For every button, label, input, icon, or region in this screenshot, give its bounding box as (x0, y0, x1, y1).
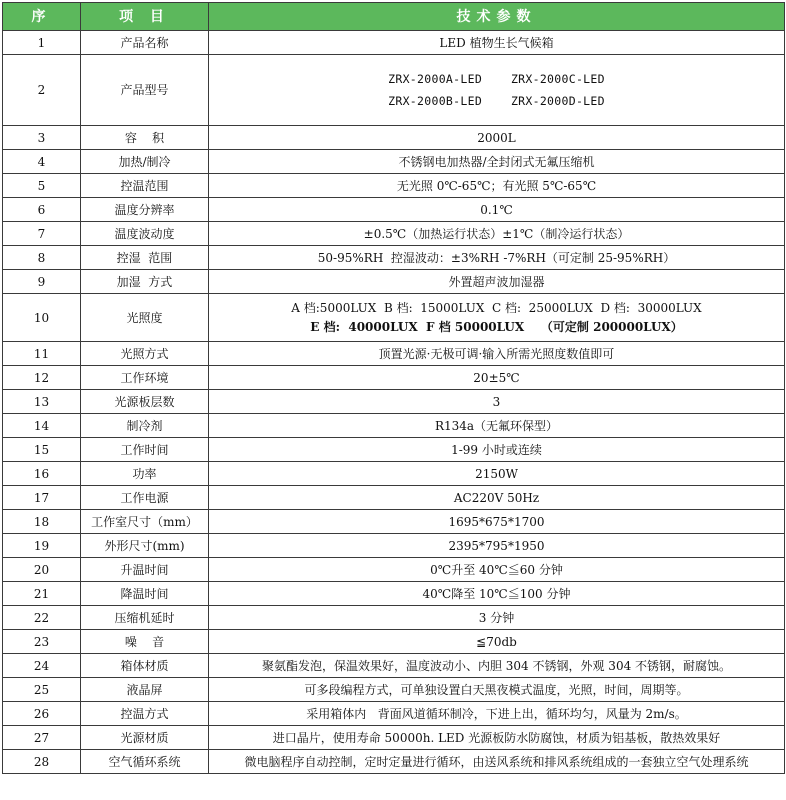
row-spec-value: 2150W (209, 462, 785, 486)
table-row (3, 342, 785, 366)
row-number: 5 (3, 174, 81, 198)
row-spec-value: 可多段编程方式，可单独设置白天黑夜模式温度，光照，时间，周期等。 (209, 678, 785, 702)
row-number: 19 (3, 534, 81, 558)
row-spec-value: 1-99 小时或连续 (209, 438, 785, 462)
row-item-label: 光照度 (81, 294, 209, 342)
table-row (3, 606, 785, 630)
table-row (3, 750, 785, 774)
row-spec-value: 0℃升至 40℃≦60 分钟 (209, 558, 785, 582)
row-spec-value: 2000L (209, 126, 785, 150)
row-item-label: 温度波动度 (81, 222, 209, 246)
row-number: 28 (3, 750, 81, 774)
row-number: 1 (3, 31, 81, 55)
row-spec-value: 微电脑程序自动控制，定时定量进行循环，由送风系统和排风系统组成的一套独立空气处理系统 (209, 750, 785, 774)
row-number: 18 (3, 510, 81, 534)
row-spec-value: AC220V 50Hz (209, 486, 785, 510)
header-item: 项 目 (81, 3, 209, 31)
row-spec-value: 采用箱体内 背面风道循环制冷，下进上出，循环均匀，风量为 2m/s。 (209, 702, 785, 726)
row-number: 3 (3, 126, 81, 150)
row-item-label: 空气循环系统 (81, 750, 209, 774)
row-spec-value: 进口晶片，使用寿命 50000h. LED 光源板防水防腐蚀，材质为铝基板，散热效果好 (209, 726, 785, 750)
table-row (3, 366, 785, 390)
table-row (3, 55, 785, 126)
row-item-label: 压缩机延时 (81, 606, 209, 630)
table-row (3, 630, 785, 654)
row-item-label: 工作电源 (81, 486, 209, 510)
row-item-label: 功率 (81, 462, 209, 486)
row-number: 8 (3, 246, 81, 270)
row-item-label: 光源板层数 (81, 390, 209, 414)
table-row (3, 702, 785, 726)
row-item-label: 降温时间 (81, 582, 209, 606)
table-row (3, 582, 785, 606)
table-row (3, 534, 785, 558)
row-spec-value: 2395*795*1950 (209, 534, 785, 558)
row-number: 6 (3, 198, 81, 222)
row-number: 2 (3, 55, 81, 126)
row-spec-value: 3 分钟 (209, 606, 785, 630)
spec-line: E 档: 40000LUX F 档 50000LUX （可定制 200000LUX） (310, 320, 683, 334)
table-row (3, 222, 785, 246)
row-item-label: 产品型号 (81, 55, 209, 126)
row-number: 7 (3, 222, 81, 246)
table-row (3, 510, 785, 534)
row-number: 26 (3, 702, 81, 726)
row-number: 25 (3, 678, 81, 702)
row-spec-value (209, 55, 785, 126)
row-number: 9 (3, 270, 81, 294)
row-item-label: 外形尺寸(mm) (81, 534, 209, 558)
row-number: 17 (3, 486, 81, 510)
table-header-row (3, 3, 785, 31)
row-item-label: 光照方式 (81, 342, 209, 366)
table-row (3, 486, 785, 510)
row-number: 27 (3, 726, 81, 750)
row-number: 16 (3, 462, 81, 486)
row-item-label: 液晶屏 (81, 678, 209, 702)
row-spec-value: 聚氨酯发泡，保温效果好，温度波动小、内胆 304 不锈钢，外观 304 不锈钢，耐腐蚀。 (209, 654, 785, 678)
row-spec-value (209, 294, 785, 342)
row-number: 12 (3, 366, 81, 390)
row-spec-value: 0.1℃ (209, 198, 785, 222)
table-row (3, 246, 785, 270)
row-number: 10 (3, 294, 81, 342)
row-spec-value: 不锈钢电加热器/全封闭式无氟压缩机 (209, 150, 785, 174)
row-item-label: 加热/制冷 (81, 150, 209, 174)
table-row (3, 462, 785, 486)
row-item-label: 升温时间 (81, 558, 209, 582)
table-body (3, 31, 785, 774)
table-row (3, 270, 785, 294)
header-no: 序 (3, 3, 81, 31)
spec-line: ZRX-2000A-LED ZRX-2000C-LED (388, 72, 605, 86)
row-item-label: 容 积 (81, 126, 209, 150)
spec-line: A 档:5000LUX B 档: 15000LUX C 档: 25000LUX D 档: 30000LUX (291, 301, 702, 315)
row-number: 4 (3, 150, 81, 174)
row-spec-value: 无光照 0℃-65℃；有光照 5℃-65℃ (209, 174, 785, 198)
row-spec-value: R134a（无氟环保型） (209, 414, 785, 438)
row-spec-value: 外置超声波加湿器 (209, 270, 785, 294)
row-spec-value: LED 植物生长气候箱 (209, 31, 785, 55)
row-item-label: 温度分辨率 (81, 198, 209, 222)
row-number: 11 (3, 342, 81, 366)
row-item-label: 工作环境 (81, 366, 209, 390)
row-spec-value: 20±5℃ (209, 366, 785, 390)
table-row (3, 438, 785, 462)
table-row (3, 654, 785, 678)
row-item-label: 工作室尺寸（mm） (81, 510, 209, 534)
row-item-label: 控温方式 (81, 702, 209, 726)
row-item-label: 控温范围 (81, 174, 209, 198)
row-number: 21 (3, 582, 81, 606)
spec-table-container (2, 2, 784, 774)
row-number: 22 (3, 606, 81, 630)
table-row (3, 558, 785, 582)
row-spec-value: ≦70db (209, 630, 785, 654)
table-row (3, 31, 785, 55)
row-item-label: 噪 音 (81, 630, 209, 654)
row-number: 24 (3, 654, 81, 678)
row-item-label: 光源材质 (81, 726, 209, 750)
row-item-label: 产品名称 (81, 31, 209, 55)
row-number: 14 (3, 414, 81, 438)
table-row (3, 174, 785, 198)
row-spec-value: ±0.5℃（加热运行状态）±1℃（制冷运行状态） (209, 222, 785, 246)
row-spec-value: 顶置光源·无极可调·输入所需光照度数值即可 (209, 342, 785, 366)
row-spec-value: 50-95%RH 控湿波动：±3%RH -7%RH（可定制 25-95%RH） (209, 246, 785, 270)
row-spec-value: 1695*675*1700 (209, 510, 785, 534)
table-row (3, 198, 785, 222)
table-row (3, 678, 785, 702)
header-spec: 技术参数 (209, 3, 785, 31)
row-spec-value: 40℃降至 10℃≦100 分钟 (209, 582, 785, 606)
row-item-label: 加湿 方式 (81, 270, 209, 294)
row-item-label: 制冷剂 (81, 414, 209, 438)
table-row (3, 126, 785, 150)
table-row (3, 414, 785, 438)
table-row (3, 390, 785, 414)
table-row (3, 294, 785, 342)
row-number: 23 (3, 630, 81, 654)
row-item-label: 箱体材质 (81, 654, 209, 678)
technical-spec-table (2, 2, 785, 774)
table-row (3, 150, 785, 174)
row-number: 20 (3, 558, 81, 582)
row-number: 13 (3, 390, 81, 414)
row-number: 15 (3, 438, 81, 462)
row-item-label: 控湿 范围 (81, 246, 209, 270)
row-spec-value: 3 (209, 390, 785, 414)
spec-line: ZRX-2000B-LED ZRX-2000D-LED (388, 94, 605, 108)
table-row (3, 726, 785, 750)
row-item-label: 工作时间 (81, 438, 209, 462)
